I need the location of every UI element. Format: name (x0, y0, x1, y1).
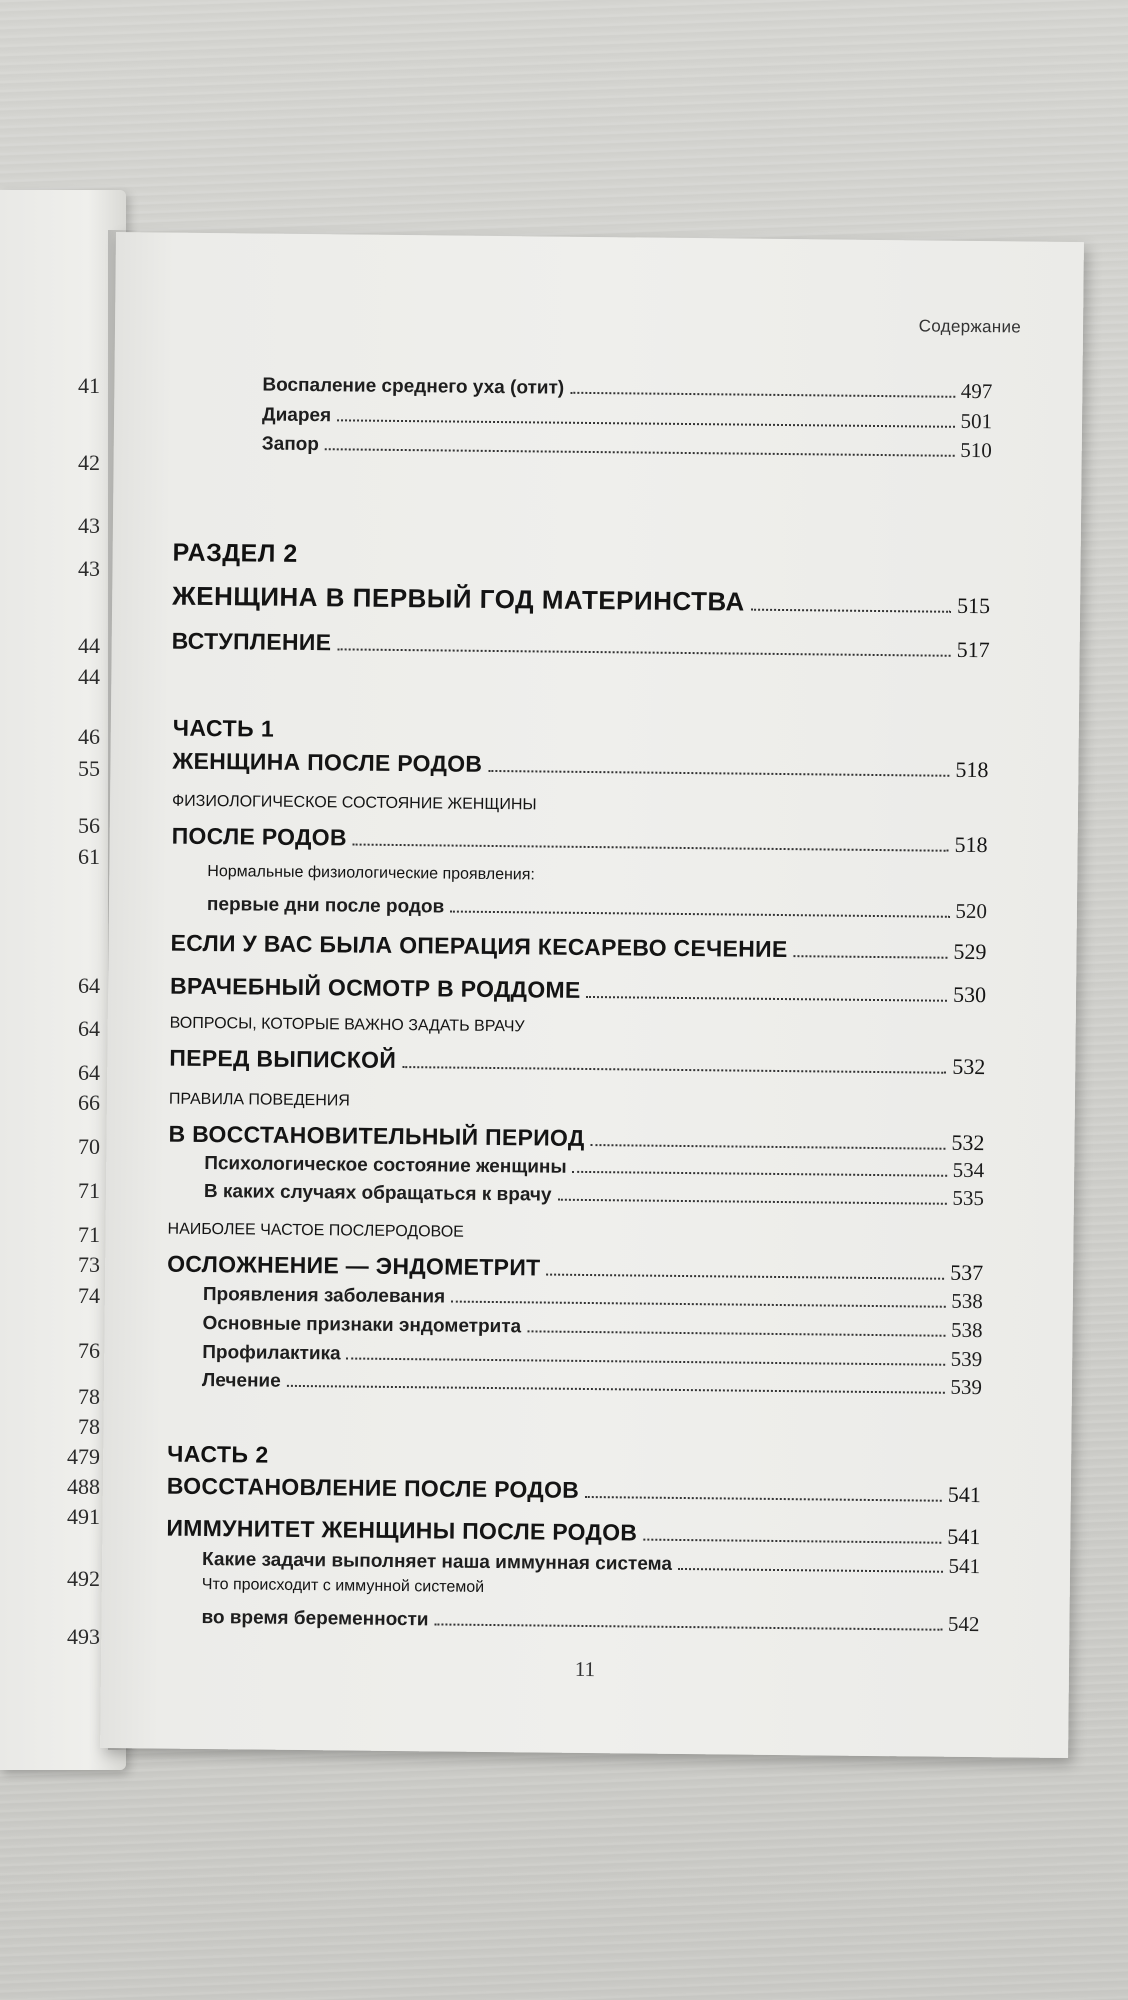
toc-entry-page: 539 (950, 1374, 983, 1400)
toc-leader-dots (337, 648, 950, 656)
table-of-contents (100, 232, 1084, 1758)
toc-entry (167, 1251, 983, 1287)
left-page-number: 56 (78, 813, 100, 838)
toc-entry (202, 1546, 980, 1579)
left-page-number: 43 (78, 513, 100, 538)
toc-entry (207, 891, 987, 924)
toc-leader-dots (586, 996, 947, 1002)
left-page-number: 71 (78, 1178, 100, 1203)
toc-leader-dots (793, 955, 947, 959)
toc-entry-page: 530 (952, 981, 987, 1008)
left-page-number: 70 (78, 1134, 100, 1159)
toc-leader-dots (546, 1274, 944, 1280)
toc-entry-page: 510 (960, 437, 992, 463)
toc-leader-dots (325, 448, 954, 457)
toc-leader-dots (585, 1496, 942, 1502)
toc-entry-page: 520 (955, 898, 988, 924)
left-page-number: 64 (78, 973, 100, 998)
toc-entry-page: 538 (950, 1317, 983, 1343)
toc-leader-dots (337, 419, 954, 427)
toc-entry (201, 1604, 979, 1637)
toc-entry-title: ЕСЛИ У ВАС БЫЛА ОПЕРАЦИЯ КЕСАРЕВО СЕЧЕНИЕ (170, 929, 788, 963)
toc-entry-title: первые дни после родов (206, 893, 445, 918)
toc-entry (170, 930, 986, 966)
toc-entry-title-line1: ПРАВИЛА ПОВЕДЕНИЯ (168, 1090, 350, 1110)
toc-leader-dots (434, 1623, 941, 1630)
toc-entry-page: 541 (947, 1481, 981, 1508)
toc-entry-title: во время беременности (201, 1606, 429, 1631)
toc-entry-title: Психологическое состояние женщины (204, 1152, 567, 1178)
left-page-number: 78 (78, 1414, 100, 1439)
toc-entry-title: Лечение (201, 1369, 281, 1392)
toc-leader-dots (347, 1357, 945, 1365)
left-page-number: 76 (78, 1338, 100, 1363)
toc-entry (202, 1339, 982, 1372)
toc-entry-title: ЖЕНЩИНА ПОСЛЕ РОДОВ (172, 747, 483, 777)
toc-entry-title: ВОССТАНОВЛЕНИЕ ПОСЛЕ РОДОВ (166, 1472, 580, 1503)
toc-entry-title: Какие задачи выполняет наша иммунная система (201, 1548, 673, 1575)
toc-leader-dots (402, 1066, 946, 1074)
toc-entry-page: 529 (953, 938, 987, 965)
section-label: РАЗДЕЛ 2 (172, 538, 298, 568)
page-folio: 11 (574, 1656, 596, 1682)
part-label: ЧАСТЬ 2 (167, 1440, 269, 1468)
toc-entry-title: ПОСЛЕ РОДОВ (171, 822, 347, 851)
toc-leader-dots (558, 1199, 947, 1205)
toc-entry-title: Проявления заболевания (202, 1283, 446, 1308)
right-page (100, 232, 1084, 1758)
toc-entry-page: 517 (956, 636, 990, 663)
toc-entry-title: ВРАЧЕБНЫЙ ОСМОТР В РОДДОМЕ (169, 972, 581, 1003)
toc-entry (169, 1045, 985, 1081)
left-page-number: 55 (78, 756, 100, 781)
toc-entry-page: 541 (948, 1553, 981, 1579)
toc-entry (262, 402, 992, 435)
toc-entry (262, 372, 992, 405)
toc-entry-page: 542 (947, 1611, 980, 1637)
toc-entry (170, 973, 986, 1009)
toc-leader-dots (527, 1330, 945, 1336)
toc-entry-title: В каких случаях обращаться к врачу (203, 1180, 552, 1206)
left-page-number: 493 (67, 1624, 100, 1649)
toc-entry-title: ЖЕНЩИНА В ПЕРВЫЙ ГОД МАТЕРИНСТВА (172, 580, 745, 617)
left-page-number: 66 (78, 1090, 100, 1115)
left-page-number: 46 (78, 724, 100, 749)
toc-entry-title: ИММУНИТЕТ ЖЕНЩИНЫ ПОСЛЕ РОДОВ (166, 1514, 638, 1546)
left-page-number: 73 (78, 1252, 100, 1277)
toc-entry-page: 537 (950, 1259, 984, 1286)
toc-entry-title-line1: ВОПРОСЫ, КОТОРЫЕ ВАЖНО ЗАДАТЬ ВРАЧУ (169, 1014, 525, 1036)
left-page-number: 64 (78, 1060, 100, 1085)
left-page-number: 43 (78, 556, 100, 581)
left-page-number: 44 (78, 633, 100, 658)
toc-entry-title: ПЕРЕД ВЫПИСКОЙ (169, 1044, 397, 1073)
toc-leader-dots (751, 609, 951, 613)
toc-entry (202, 1367, 982, 1400)
toc-entry-title: В ВОССТАНОВИТЕЛЬНЫЙ ПЕРИОД (168, 1120, 585, 1151)
toc-entry-title-line1: Нормальные физиологические проявления: (207, 862, 535, 884)
toc-leader-dots (570, 392, 955, 398)
toc-entry-page: 535 (952, 1185, 985, 1211)
toc-entry-title: Диарея (261, 404, 332, 427)
toc-entry (204, 1150, 984, 1183)
toc-leader-dots (573, 1171, 947, 1177)
intro-entry (172, 628, 990, 664)
toc-entry (204, 1178, 984, 1211)
toc-entry-page: 532 (952, 1053, 986, 1080)
left-page-number: 492 (67, 1566, 100, 1591)
toc-entry-title-line1: НАИБОЛЕЕ ЧАСТОЕ ПОСЛЕРОДОВОЕ (167, 1220, 464, 1241)
toc-entry-page: 497 (960, 378, 993, 404)
toc-leader-dots (450, 911, 949, 918)
toc-entry-title: Запор (261, 433, 320, 456)
toc-entry-title: ОСЛОЖНЕНИЕ — ЭНДОМЕТРИТ (167, 1250, 541, 1281)
toc-entry-page: 534 (952, 1157, 985, 1183)
left-page-number: 78 (78, 1384, 100, 1409)
toc-leader-dots (678, 1568, 943, 1573)
toc-entry-title: Профилактика (202, 1341, 341, 1365)
left-page-number: 44 (78, 664, 100, 689)
toc-leader-dots (287, 1385, 945, 1394)
part-title-entry (172, 748, 988, 784)
toc-entry-title: Основные признаки эндометрита (202, 1312, 522, 1338)
left-page-number: 491 (67, 1504, 100, 1529)
toc-leader-dots (353, 844, 949, 852)
toc-entry-page: 518 (954, 831, 988, 858)
left-page-number: 488 (67, 1474, 100, 1499)
part-label: ЧАСТЬ 1 (172, 714, 275, 742)
left-page-number: 42 (78, 450, 100, 475)
toc-leader-dots (451, 1301, 945, 1308)
toc-entry-page: 538 (951, 1288, 983, 1314)
toc-leader-dots (591, 1144, 946, 1150)
toc-entry-title: Воспаление среднего уха (отит) (262, 374, 565, 399)
toc-entry (166, 1515, 980, 1551)
toc-entry-page: 532 (951, 1129, 985, 1156)
left-page-number: 64 (78, 1016, 100, 1041)
running-head: Содержание (918, 316, 1022, 337)
part-title-entry (167, 1473, 981, 1509)
left-page-number: 71 (78, 1222, 100, 1247)
toc-entry (262, 431, 992, 464)
toc-entry-title: ВСТУПЛЕНИЕ (171, 627, 332, 656)
toc-entry (202, 1310, 982, 1343)
toc-entry-page: 515 (957, 592, 991, 619)
toc-entry-page: 501 (960, 408, 993, 434)
toc-leader-dots (643, 1539, 941, 1544)
left-page-number: 479 (67, 1444, 100, 1469)
toc-leader-dots (488, 770, 949, 777)
toc-entry-title-line1: Что происходит с иммунной системой (201, 1575, 485, 1596)
toc-entry (203, 1281, 983, 1314)
toc-entry-page: 539 (950, 1346, 983, 1372)
toc-entry (172, 823, 988, 859)
left-page-number: 41 (78, 373, 100, 398)
toc-entry-title-line1: ФИЗИОЛОГИЧЕСКОЕ СОСТОЯНИЕ ЖЕНЩИНЫ (171, 792, 537, 814)
left-page-number: 74 (78, 1283, 100, 1308)
section-title-entry (172, 581, 990, 621)
toc-entry-page: 541 (947, 1523, 981, 1550)
left-page-number: 61 (78, 844, 100, 869)
toc-entry-page: 518 (955, 756, 989, 783)
